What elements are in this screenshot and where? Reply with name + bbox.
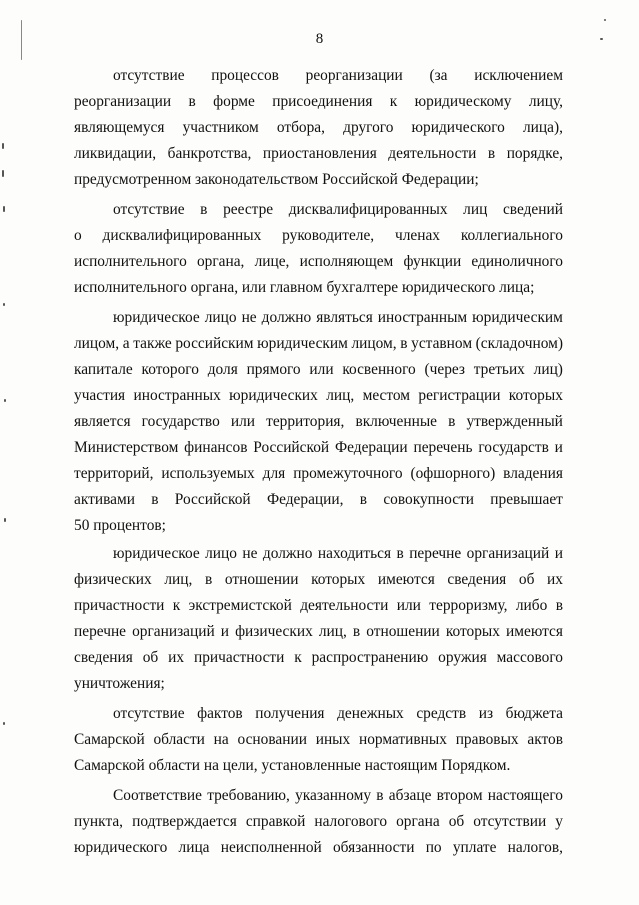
scan-speck xyxy=(3,206,5,212)
word: приостановления xyxy=(262,145,377,162)
document-body xyxy=(74,63,563,861)
word: их xyxy=(168,649,185,666)
word: уничтожения; xyxy=(74,675,165,692)
word: в xyxy=(555,597,563,614)
word: местом xyxy=(362,387,411,404)
word: распространению xyxy=(311,649,429,666)
word: сведения xyxy=(74,649,133,666)
word: участником xyxy=(182,119,259,136)
scan-speck xyxy=(4,399,6,402)
text-line xyxy=(74,167,563,193)
word: Самарской xyxy=(74,731,145,748)
scan-speck xyxy=(2,170,4,177)
word: лица xyxy=(178,839,210,856)
word: бюджета xyxy=(505,705,563,722)
word: активами xyxy=(74,491,135,508)
word: либо xyxy=(515,597,548,614)
word: юридическое xyxy=(113,309,200,326)
word: Российской xyxy=(174,491,251,508)
text-line xyxy=(74,435,563,461)
word: отношении xyxy=(224,571,299,588)
text-line xyxy=(74,89,563,115)
word: отсутствие xyxy=(113,67,185,84)
word: абзаце xyxy=(388,787,432,804)
word: основании xyxy=(237,731,307,748)
paragraph xyxy=(74,197,563,301)
text-line xyxy=(74,249,563,275)
word: области xyxy=(153,731,205,748)
word: оружия xyxy=(438,649,487,666)
text-line xyxy=(74,727,563,753)
word: являющемуся xyxy=(74,119,165,136)
word: исключением xyxy=(474,67,563,84)
word: Федерации xyxy=(334,439,408,456)
text-line xyxy=(74,701,563,727)
word: доля xyxy=(207,361,238,378)
word: средств xyxy=(416,705,467,722)
text-line xyxy=(74,223,563,249)
word: юридических xyxy=(229,387,318,404)
word: совокупности xyxy=(383,491,475,508)
word: участия xyxy=(74,387,126,404)
word: нормативных xyxy=(358,731,447,748)
word: членах xyxy=(394,227,440,244)
word: органа, xyxy=(196,253,245,270)
text-line xyxy=(74,115,563,141)
word: или xyxy=(309,361,334,378)
word: организаций xyxy=(466,545,550,562)
word: в xyxy=(205,571,213,588)
word: отсутствие xyxy=(113,201,185,218)
word: капитале xyxy=(74,361,133,378)
word: которых xyxy=(311,571,366,588)
word: Российской xyxy=(253,439,330,456)
text-line xyxy=(74,305,563,331)
word: денежных xyxy=(337,705,404,722)
word: к xyxy=(294,649,302,666)
word: отсутствии xyxy=(473,813,547,830)
word: должно xyxy=(261,309,312,326)
word: в xyxy=(359,491,368,508)
word: лицо xyxy=(204,309,237,326)
word: другого xyxy=(343,119,394,136)
word: сведения xyxy=(447,571,507,588)
word: являться xyxy=(316,309,373,326)
word: обязанности xyxy=(332,839,415,856)
word: в xyxy=(487,145,496,162)
word: юридическим xyxy=(257,335,348,352)
word: исполнительного xyxy=(74,253,187,270)
word: функции xyxy=(403,253,462,270)
word: владения xyxy=(503,465,563,482)
paragraph xyxy=(74,541,563,697)
word: лиц) xyxy=(533,361,563,378)
word: которых xyxy=(445,623,500,640)
word: лицо xyxy=(205,545,237,562)
word: юридического xyxy=(411,119,505,136)
text-line xyxy=(74,835,563,861)
word: налогов, xyxy=(507,839,563,856)
word: которых xyxy=(508,387,563,404)
word: сведений xyxy=(502,201,563,218)
word: об xyxy=(518,571,535,588)
word: форме xyxy=(213,93,255,110)
word: не xyxy=(241,309,257,326)
word: органа xyxy=(396,813,440,830)
text-line xyxy=(74,783,563,809)
word: финансов xyxy=(184,439,248,456)
word: причастности xyxy=(193,649,285,666)
text-line xyxy=(74,141,563,167)
word: также xyxy=(133,335,172,352)
scan-speck xyxy=(21,20,22,60)
word: должно xyxy=(262,545,313,562)
text-line xyxy=(74,809,563,835)
word: деятельности xyxy=(300,597,389,614)
text-line xyxy=(74,541,563,567)
text-line xyxy=(74,645,563,671)
word: физических xyxy=(74,571,152,588)
word: лице, xyxy=(254,253,290,270)
text-line xyxy=(74,593,563,619)
word: в xyxy=(200,201,208,218)
word: и xyxy=(554,545,563,562)
scan-speck xyxy=(604,19,606,21)
word: уставном xyxy=(411,335,473,352)
text-line xyxy=(74,461,563,487)
word: лицом, xyxy=(351,335,397,352)
scan-speck xyxy=(2,143,4,149)
word: процессов xyxy=(211,67,279,84)
word: фактов xyxy=(197,705,243,722)
word: требованию, xyxy=(207,787,290,804)
word: косвенного xyxy=(342,361,416,378)
scan-speck xyxy=(4,518,6,522)
word: (через xyxy=(424,361,465,378)
word: перечень xyxy=(413,439,473,456)
word: терроризму, xyxy=(429,597,508,614)
word: у xyxy=(555,813,563,830)
word: Федерации, xyxy=(266,491,344,508)
word: лицу, xyxy=(528,93,563,110)
word: и xyxy=(554,439,563,456)
word: Самарской области на цели, установленные настоящим Порядком. xyxy=(74,757,511,774)
scan-speck xyxy=(3,722,5,725)
word: лиц, xyxy=(318,623,347,640)
word: их xyxy=(547,571,563,588)
text-line xyxy=(74,383,563,409)
word: физических xyxy=(235,623,313,640)
paragraph xyxy=(74,305,563,539)
word: лицом, xyxy=(74,335,120,352)
word: организаций xyxy=(132,623,215,640)
word: причастности xyxy=(74,597,165,614)
word: подтверждается xyxy=(132,813,237,830)
word: используемых xyxy=(161,465,255,482)
word: коллегиального xyxy=(460,227,563,244)
word: уплате xyxy=(452,839,497,856)
word: дисквалифицированных xyxy=(288,201,448,218)
word: об xyxy=(448,813,465,830)
word: в xyxy=(376,787,384,804)
word: имеются xyxy=(506,623,563,640)
word: перечне xyxy=(409,545,462,562)
word: получения xyxy=(255,705,325,722)
word: настоящего xyxy=(487,787,563,804)
word: юридическим xyxy=(472,309,563,326)
scan-speck xyxy=(600,38,603,40)
word: утвержденный xyxy=(466,413,563,430)
text-line xyxy=(74,513,563,539)
word: Соответствие xyxy=(113,787,202,804)
word: неисполненной xyxy=(220,839,322,856)
word: массового xyxy=(496,649,563,666)
word: пункта, xyxy=(74,813,124,830)
word: актов xyxy=(527,731,563,748)
word: на xyxy=(213,731,229,748)
word: лица), xyxy=(523,119,563,136)
word: находиться xyxy=(317,545,392,562)
text-line xyxy=(74,409,563,435)
word: или xyxy=(396,597,421,614)
word: территория, xyxy=(266,413,345,430)
text-line xyxy=(74,487,563,513)
word: в xyxy=(400,335,408,352)
word: ликвидации, xyxy=(74,145,157,162)
word: справкой xyxy=(245,813,306,830)
word: и xyxy=(220,623,230,640)
text-line xyxy=(74,357,563,383)
word: к xyxy=(172,597,181,614)
word: указанному xyxy=(295,787,372,804)
word: дисквалифицированных xyxy=(102,227,262,244)
word: втором xyxy=(436,787,483,804)
word: для xyxy=(262,465,286,482)
word: (складочном) xyxy=(475,335,563,352)
word: 50 процентов; xyxy=(74,517,166,534)
word: лиц, xyxy=(326,387,355,404)
paragraph xyxy=(74,701,563,779)
word: исполняющем xyxy=(299,253,394,270)
word: является xyxy=(74,413,131,430)
word: которого xyxy=(141,361,199,378)
text-line xyxy=(74,671,563,697)
word: предусмотренном законодательством Российской Федерации; xyxy=(74,171,479,188)
paragraph xyxy=(74,63,563,193)
word: присоединения xyxy=(272,93,373,110)
word: реорганизации xyxy=(74,93,172,110)
word: имеются xyxy=(377,571,435,588)
text-line xyxy=(74,619,563,645)
word: реорганизации xyxy=(305,67,403,84)
word: об xyxy=(142,649,159,666)
word: включенные xyxy=(355,413,437,430)
word: банкротства, xyxy=(167,145,252,162)
word: не xyxy=(242,545,258,562)
word: государств xyxy=(478,439,549,456)
text-line xyxy=(74,275,563,301)
scan-speck xyxy=(3,303,5,306)
text-line xyxy=(74,197,563,223)
word: иных xyxy=(315,731,351,748)
word: государство xyxy=(141,413,220,430)
word: в xyxy=(396,545,404,562)
word: единоличного xyxy=(471,253,563,270)
word: юридическому xyxy=(414,93,512,110)
text-line xyxy=(74,567,563,593)
word: в xyxy=(151,491,159,508)
word: отсутствие xyxy=(113,705,185,722)
word: (офшорного) xyxy=(410,465,496,482)
word: прямого xyxy=(246,361,301,378)
word: юридического xyxy=(74,839,168,856)
word: лиц, xyxy=(164,571,193,588)
word: в xyxy=(448,413,456,430)
word: реестре xyxy=(223,201,274,218)
paragraph xyxy=(74,783,563,861)
word: порядке, xyxy=(506,145,563,162)
word: Министерством xyxy=(74,439,179,456)
word: превышает xyxy=(490,491,563,508)
word: третьих xyxy=(473,361,525,378)
page-number: 8 xyxy=(315,31,324,47)
word: к xyxy=(389,93,398,110)
word: а xyxy=(122,335,130,352)
word: исполнительного органа, или главном бухгалтере юридического лица; xyxy=(74,279,535,296)
word: о xyxy=(74,227,82,244)
word: перечне xyxy=(74,623,127,640)
text-line xyxy=(74,331,563,357)
word: по xyxy=(425,839,442,856)
word: руководителе, xyxy=(282,227,375,244)
word: юридическое xyxy=(113,545,200,562)
word: регистрации xyxy=(418,387,501,404)
word: или xyxy=(230,413,256,430)
word: иностранным xyxy=(377,309,468,326)
word: промежуточного xyxy=(293,465,403,482)
word: отбора, xyxy=(276,119,325,136)
word: налогового xyxy=(314,813,388,830)
word: из xyxy=(478,705,494,722)
text-line xyxy=(74,753,563,779)
word: лиц xyxy=(463,201,488,218)
word: иностранных xyxy=(133,387,221,404)
text-line xyxy=(74,63,563,89)
word: экстремистской xyxy=(188,597,292,614)
word: отношении xyxy=(366,623,440,640)
word: правовых xyxy=(455,731,519,748)
word: деятельности xyxy=(388,145,477,162)
word: в xyxy=(188,93,196,110)
word: территорий, xyxy=(74,465,154,482)
word: российским xyxy=(175,335,254,352)
word: в xyxy=(352,623,361,640)
word: (за xyxy=(429,67,448,84)
